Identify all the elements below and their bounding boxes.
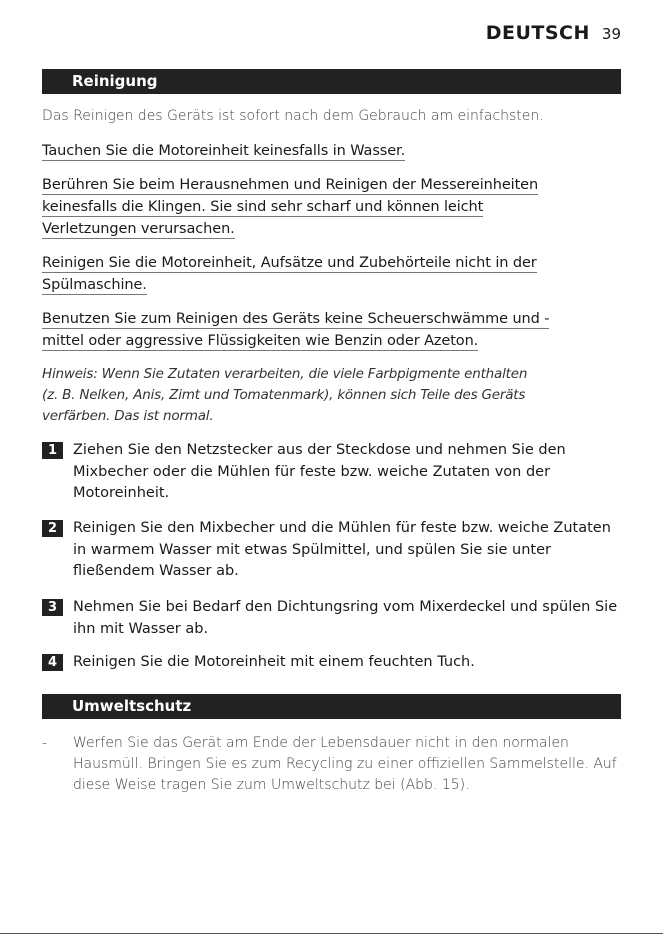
page-number: 39 — [601, 25, 621, 43]
warning-2-line-1: Berühren Sie beim Herausnehmen und Reinigen der Messereinheiten — [42, 177, 539, 193]
step-number-badge: 3 — [42, 599, 63, 616]
step-text: Nehmen Sie bei Bedarf den Dichtungsring vom Mixerdeckel und spülen Sie ihn mit Wasser ab. — [73, 599, 618, 637]
step-number-badge: 1 — [42, 442, 63, 459]
warning-2-line-3: Verletzungen verursachen. — [42, 221, 235, 237]
step-number-badge: 4 — [42, 654, 63, 671]
cleaning-intro: Das Reinigen des Geräts ist sofort nach dem Gebrauch am einfachsten. — [42, 108, 544, 124]
step-text: Reinigen Sie die Motoreinheit mit einem feuchten Tuch. — [73, 654, 475, 670]
warning-1 — [42, 140, 624, 162]
note-line-1: Hinweis: Wenn Sie Zutaten verarbeiten, die viele Farbpigmente enthalten — [42, 366, 528, 382]
step-text: Reinigen Sie den Mixbecher und die Mühlen für feste bzw. weiche Zutaten in warmem Wasser mit etwas Spülmittel, und spülen Sie sie unter fließendem Wasser ab. — [73, 520, 611, 579]
language-label: DEUTSCH — [485, 22, 590, 44]
warning-4-line-1: Benutzen Sie zum Reinigen des Geräts keine Scheuerschwämme und - — [42, 311, 550, 327]
step-4 — [42, 652, 624, 674]
bullet-dash: - — [42, 735, 48, 751]
section-heading-cleaning: Reinigung — [42, 69, 621, 94]
bullet-text: Werfen Sie das Gerät am Ende der Lebensdauer nicht in den normalen Hausmüll. Bringen Sie es zum Recycling zu einer offiziellen Sammelstelle. Auf diese Weise tragen Sie zum Umweltschutz bei (Abb. 15). — [73, 735, 617, 793]
step-text: Ziehen Sie den Netzstecker aus der Steckdose und nehmen Sie den Mixbecher oder die Mühlen für feste bzw. weiche Zutaten von der Motoreinheit. — [73, 442, 566, 501]
warning-3 — [42, 252, 624, 296]
warning-2 — [42, 174, 624, 240]
warning-2-line-2: keinesfalls die Klingen. Sie sind sehr scharf und können leicht — [42, 199, 484, 215]
warning-4 — [42, 308, 624, 352]
section-heading-environment: Umweltschutz — [42, 694, 621, 719]
warning-3-line-1: Reinigen Sie die Motoreinheit, Aufsätze und Zubehörteile nicht in der — [42, 255, 537, 271]
warning-4-line-2: mittel oder aggressive Flüssigkeiten wie Benzin oder Azeton. — [42, 333, 479, 349]
warning-1-line-1: Tauchen Sie die Motoreinheit keinesfalls in Wasser. — [42, 143, 406, 159]
step-2 — [42, 518, 624, 583]
step-3 — [42, 597, 624, 640]
page-header — [486, 22, 621, 44]
environment-bullet — [42, 733, 624, 796]
step-number-badge: 2 — [42, 520, 63, 537]
cleaning-note — [42, 364, 624, 427]
note-line-3: verfärben. Das ist normal. — [42, 408, 214, 424]
warning-3-line-2: Spülmaschine. — [42, 277, 147, 293]
note-line-2: (z. B. Nelken, Anis, Zimt und Tomatenmark), können sich Teile des Geräts — [42, 387, 526, 403]
step-1 — [42, 440, 624, 505]
